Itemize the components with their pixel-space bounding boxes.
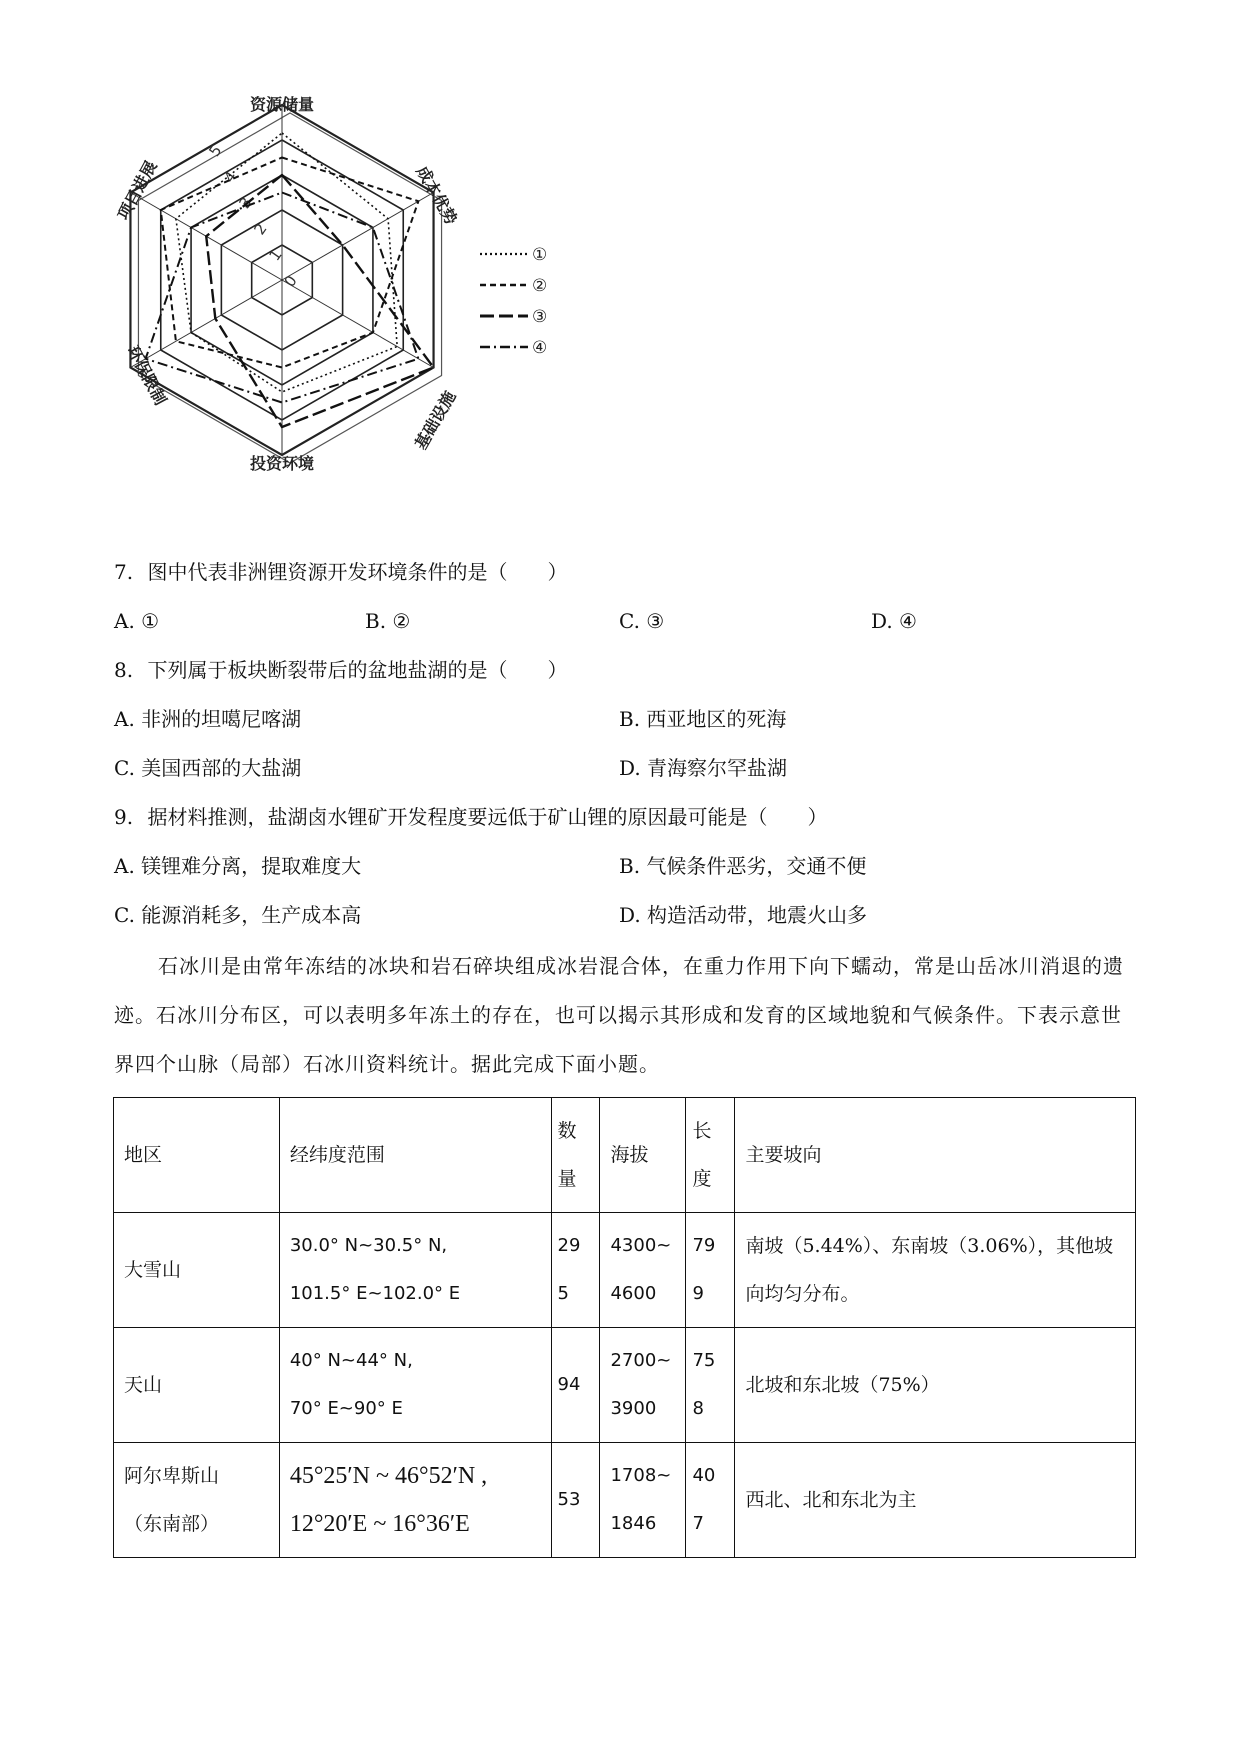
axis-label: 环保限制 — [123, 342, 171, 409]
q7-option-b: B. ② — [365, 609, 411, 633]
question-8-number: 8. — [114, 658, 134, 682]
cell-count-text: 29 5 — [557, 1235, 581, 1304]
header-region: 地区 — [114, 1098, 280, 1213]
scale-label: 1 — [265, 246, 286, 265]
cell-count: 94 — [551, 1328, 600, 1443]
header-length-text: 长 度 — [692, 1120, 712, 1190]
cell-slope: 南坡（5.44%）、东南坡（3.06%），其他坡向均匀分布。 — [735, 1213, 1136, 1328]
cell-region-text: 阿尔卑斯山 （东南部） — [124, 1465, 220, 1535]
altitude-line: 4300~ — [610, 1235, 672, 1256]
q9-option-c: C. 能源消耗多，生产成本高 — [114, 903, 362, 927]
table-row — [114, 1328, 1136, 1443]
cell-region — [114, 1443, 280, 1558]
header-length — [686, 1098, 735, 1213]
question-9-number: 9. — [114, 805, 134, 829]
cell-altitude — [600, 1213, 686, 1328]
q7-option-c: C. ③ — [619, 609, 665, 633]
scale-label: 5 — [205, 141, 226, 160]
header-count-text: 数 量 — [557, 1120, 577, 1190]
question-7-stem: 图中代表非洲锂资源开发环境条件的是（ ） — [147, 560, 568, 584]
passage-text: 石冰川是由常年冻结的冰块和岩石碎块组成冰岩混合体，在重力作用下向下蠕动，常是山岳冰川消退的遗迹。石冰川分布区，可以表明多年冻土的存在，也可以揭示其形成和发育的区域地貌和气候条件。下表示意世界四个山脉（局部）石冰川资料统计。据此完成下面小题。 — [114, 954, 1124, 1076]
question-7 — [114, 557, 567, 587]
cell-region: 大雪山 — [114, 1213, 280, 1328]
cell-count — [551, 1213, 600, 1328]
scale-label: 2 — [250, 220, 271, 239]
cell-slope: 西北、北和东北为主 — [735, 1443, 1136, 1558]
axis-line — [130, 280, 282, 368]
radar-svg — [113, 88, 680, 548]
altitude-line: 3900 — [610, 1398, 657, 1419]
altitude-line: 1846 — [610, 1513, 657, 1534]
cell-length-text: 40 7 — [692, 1465, 716, 1534]
cell-length — [686, 1328, 735, 1443]
q8-option-d: D. 青海察尔罕盐湖 — [619, 756, 788, 780]
question-8 — [114, 655, 567, 685]
axis-line — [282, 280, 434, 368]
cell-length — [686, 1213, 735, 1328]
cell-count: 53 — [551, 1443, 600, 1558]
cell-length-text: 79 9 — [692, 1235, 716, 1304]
legend-label: ④ — [532, 338, 548, 358]
q9-option-a: A. 镁锂难分离，提取难度大 — [114, 854, 362, 878]
axis-label: 基础设施 — [411, 387, 460, 453]
table-row — [114, 1443, 1136, 1558]
cell-altitude — [600, 1328, 686, 1443]
q9-option-d: D. 构造活动带，地震火山多 — [619, 903, 868, 927]
altitude-line: 1708~ — [610, 1465, 672, 1486]
scale-label: 4 — [220, 167, 241, 187]
legend-label: ③ — [532, 307, 548, 327]
coord-line: 30.0° N~30.5° N, — [289, 1235, 448, 1256]
q7-option-d: D. ④ — [871, 609, 917, 633]
axis-label: 资源储量 — [249, 95, 315, 114]
scale-label: 0 — [280, 272, 301, 291]
rock-glacier-table — [113, 1097, 1136, 1558]
axis-label: 投资环境 — [249, 454, 315, 473]
q9-option-b: B. 气候条件恶劣，交通不便 — [619, 854, 867, 878]
coord-line: 12°20′E ~ 16°36′E — [289, 1511, 470, 1537]
cell-length-text: 75 8 — [692, 1350, 716, 1419]
cell-region: 天山 — [114, 1328, 280, 1443]
coord-line: 40° N~44° N, — [289, 1350, 413, 1371]
grid-frame — [138, 113, 441, 463]
coord-line: 70° E~90° E — [289, 1398, 403, 1419]
question-7-number: 7. — [114, 560, 134, 584]
q8-option-c: C. 美国西部的大盐湖 — [114, 756, 302, 780]
question-9-stem: 据材料推测，盐湖卤水锂矿开发程度要远低于矿山锂的原因最可能是（ ） — [147, 805, 828, 829]
legend-label: ② — [532, 276, 548, 296]
header-count — [551, 1098, 600, 1213]
coord-line: 45°25′N ~ 46°52′N , — [289, 1463, 488, 1489]
header-coords: 经纬度范围 — [279, 1098, 551, 1213]
header-slope: 主要坡向 — [735, 1098, 1136, 1213]
question-8-stem: 下列属于板块断裂带后的盆地盐湖的是（ ） — [147, 658, 568, 682]
table-header-row — [114, 1098, 1136, 1213]
cell-slope: 北坡和东北坡（75%） — [735, 1328, 1136, 1443]
axis-label: 项目进展 — [113, 157, 161, 224]
altitude-line: 4600 — [610, 1283, 657, 1304]
axis-label: 成本优势 — [412, 162, 461, 228]
q7-option-a: A. ① — [114, 609, 160, 633]
scale-label: 3 — [235, 193, 256, 213]
altitude-line: 2700~ — [610, 1350, 672, 1371]
q8-option-a: A. 非洲的坦噶尼喀湖 — [114, 707, 302, 731]
header-altitude: 海拔 — [600, 1098, 686, 1213]
radar-chart — [113, 88, 680, 548]
coord-line: 101.5° E~102.0° E — [289, 1283, 461, 1304]
legend-label: ① — [532, 245, 548, 265]
cell-length — [686, 1443, 735, 1558]
cell-coords — [279, 1328, 551, 1443]
passage — [114, 942, 1134, 1089]
table-row — [114, 1213, 1136, 1328]
question-9 — [114, 802, 827, 832]
cell-coords — [279, 1213, 551, 1328]
cell-coords — [279, 1443, 551, 1558]
cell-altitude — [600, 1443, 686, 1558]
q8-option-b: B. 西亚地区的死海 — [619, 707, 787, 731]
